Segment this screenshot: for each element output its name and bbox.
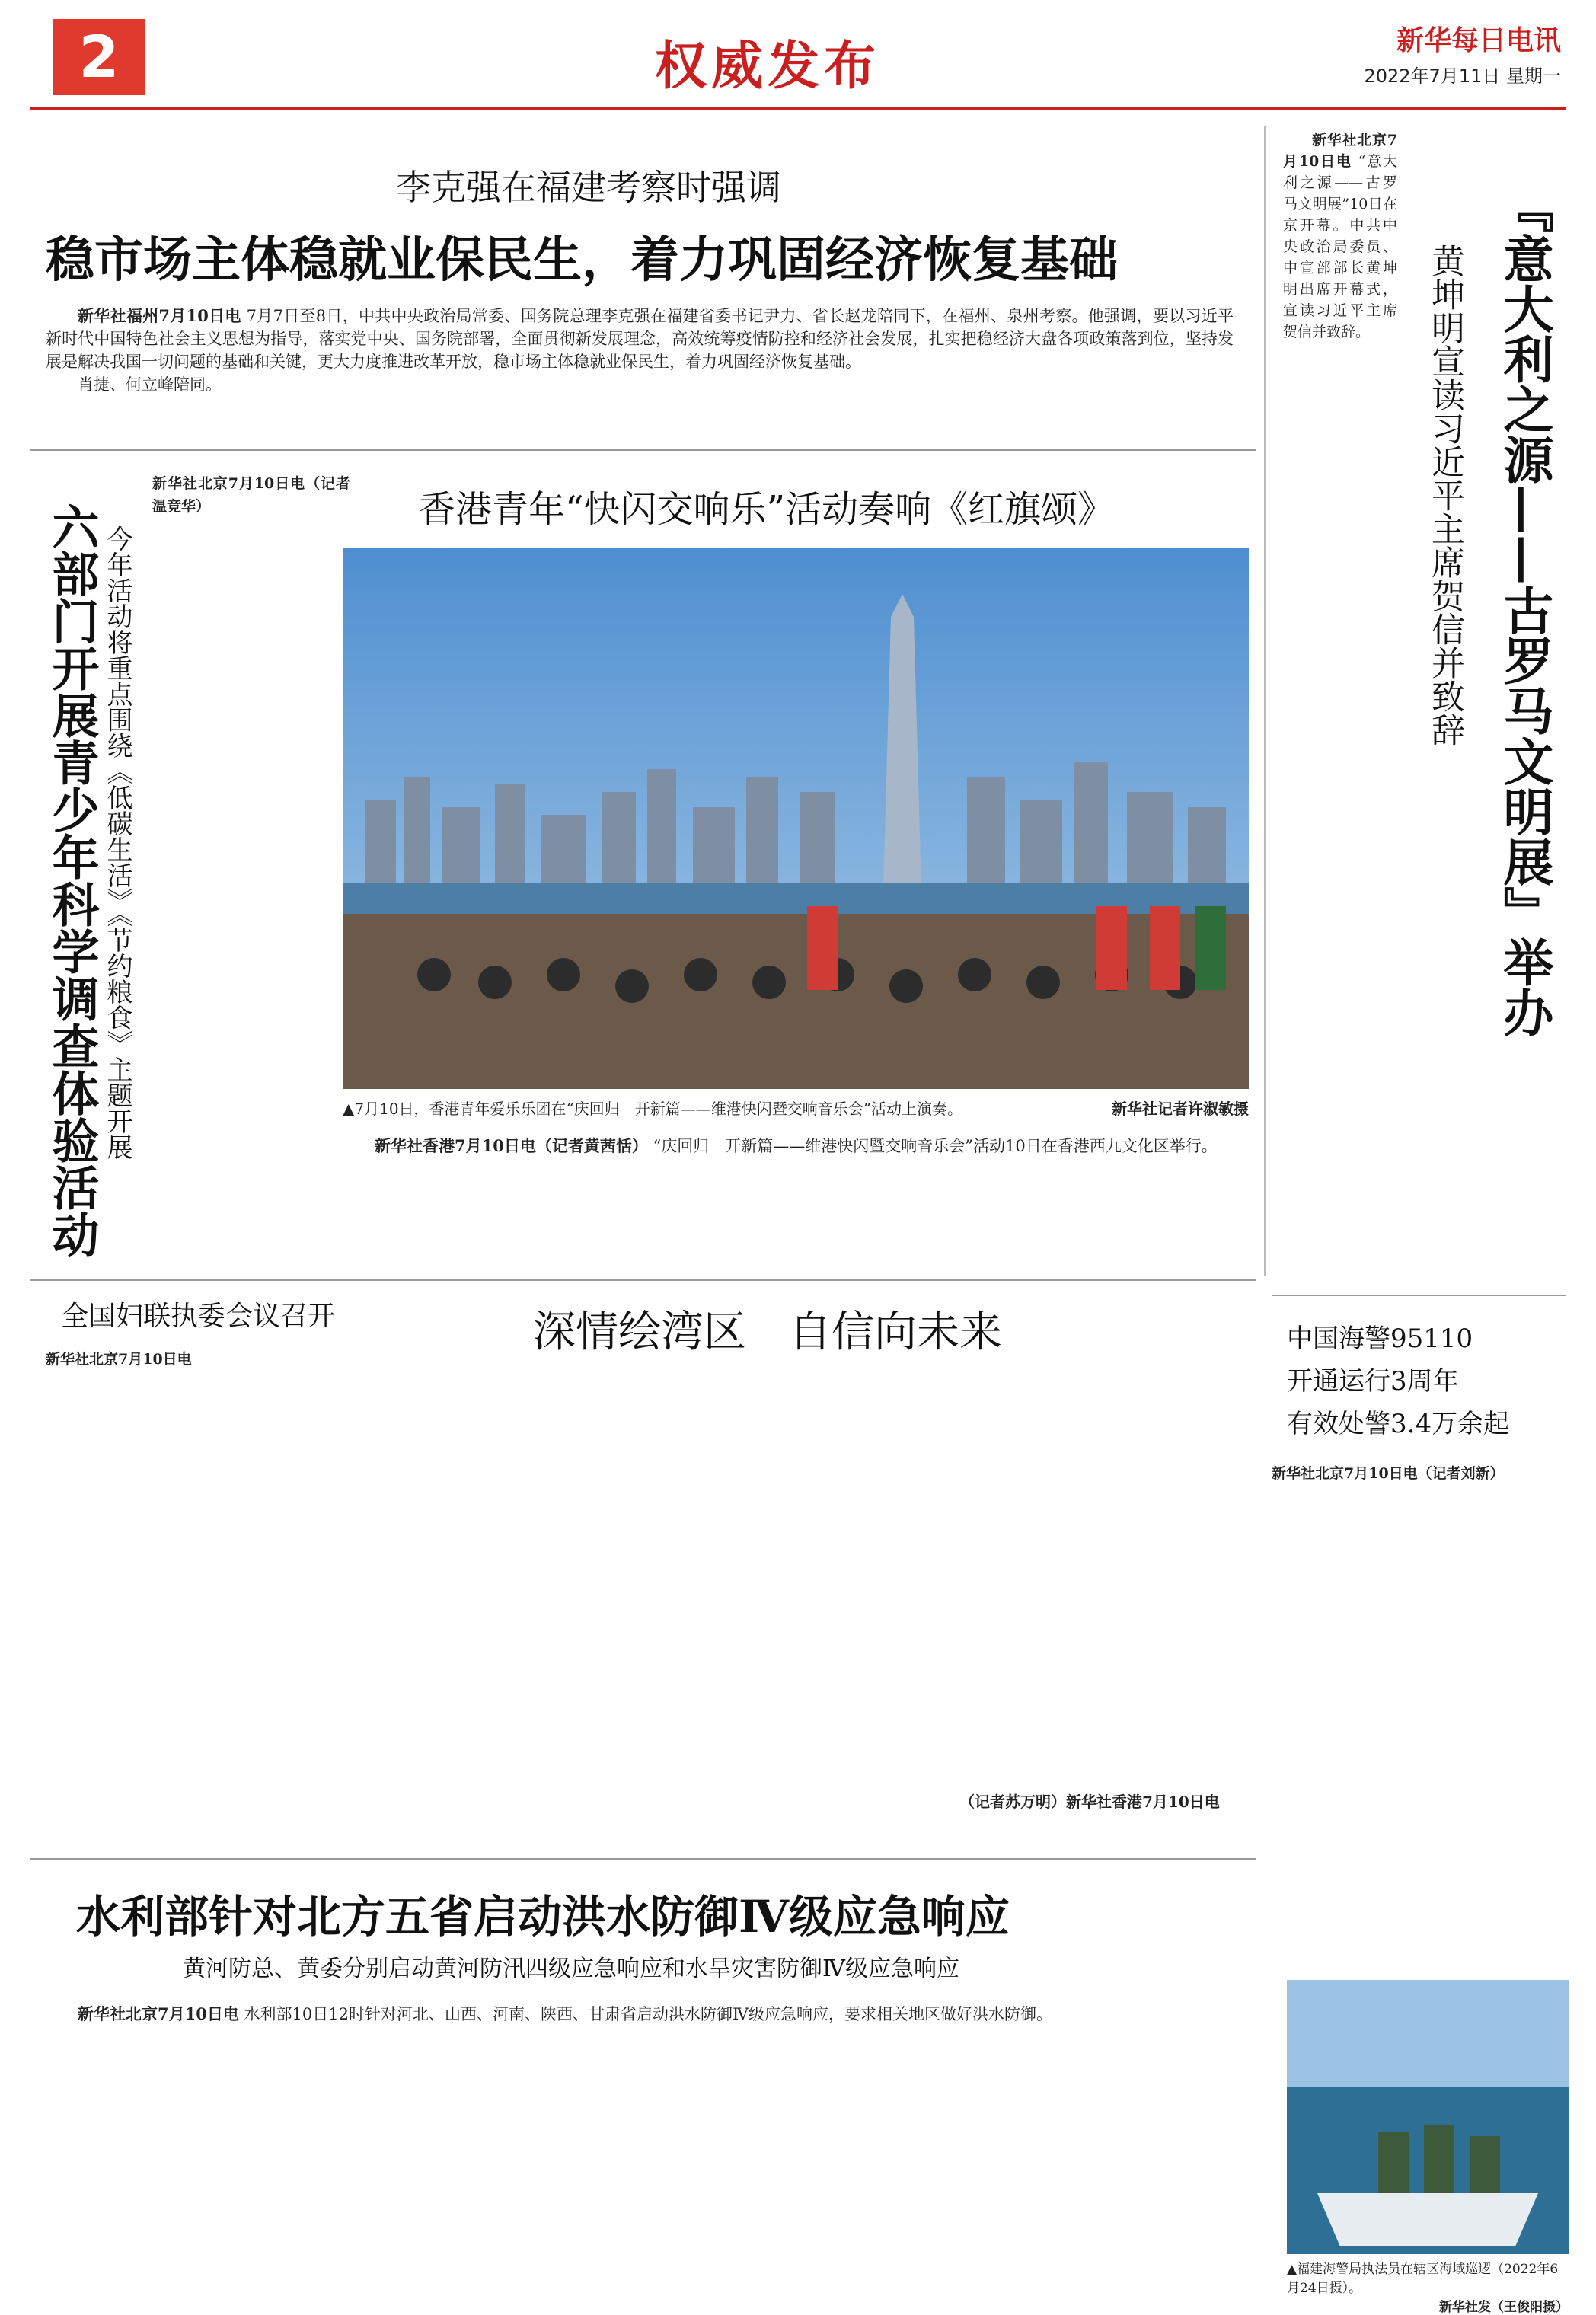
concert-caption: ▲7月10日，香港青年爱乐乐团在“庆回归 开新篇——维港快闪暨交响音乐会”活动上演奏。 新华社记者许淑敏摄 [343,1097,1249,1119]
lead-body [46,305,1234,434]
harbour-orchestra-photo [343,548,1249,1089]
lead-text: 7月7日至8日，中共中央政治局常委、国务院总理李克强在福建省委书记尹力、省长赵龙陪同下，在福州、泉州考察。他强调，要以习近平新时代中国特色社会主义思想为指导，落实党中央、国务院部署，全面贯彻新发展理念，高效统筹疫情防控和经济社会发展，扎实把稳经济大盘各项政策落到位，坚持发展是解决我国一切问题的基础和关键，更大力度推进改革开放，稳市场主体稳就业保民生，着力巩固经济恢复基础。 [46,307,1234,371]
women-byline: 新华社北京7月10日电 [46,1351,192,1368]
exhibition-headline: 『意大利之源——古罗马文明展』举办 [1495,183,1554,1037]
youth-byline: 新华社北京7月10日电（记者温竞华） [152,475,350,515]
flood-subhead: 黄河防总、黄委分别启动黄河防汛四级应急响应和水旱灾害防御Ⅳ级应急响应 [183,1956,959,1982]
concert-body: 新华社香港7月10日电（记者黄茜恬） “庆回归 开新篇——维港快闪暨交响音乐会”活动10日在香港西九文化区举行。 [375,1136,1218,1155]
section-divider [30,449,1256,451]
section-title: 权威发布 [655,36,881,97]
section-divider [1272,1295,1566,1296]
women-headline: 全国妇联执委会议召开 [61,1301,336,1332]
masthead [30,19,1569,103]
concert-photo-credit: 新华社记者许淑敏摄 [1112,1100,1249,1118]
youth-subhead: 今年活动将重点围绕《低碳生活》《节约粮食》主题开展 [102,525,132,1160]
concert-photo [343,548,1249,1089]
youth-headline: 六部门开展青少年科学调查体验活动 [44,503,100,1258]
page-number: 2 [53,19,145,95]
masthead-rule [30,107,1566,110]
section-divider [30,1279,1256,1281]
lead-kicker: 李克强在福建考察时强调 [396,167,781,208]
brand-logo: 新华每日电讯 [1396,25,1561,56]
police-headline: 中国海警95110 开通运行3周年 有效处警3.4万余起 [1287,1324,1510,1439]
exhibition-body: 新华社北京7月10日电 “意大利之源——古罗马文明展”10日在京开幕。中共中央政治局委员、中宣部部长黄坤明出席开幕式，宣读习近平主席贺信并致辞。 [1283,132,1397,340]
lead-headline: 稳市场主体稳就业保民生，着力巩固经济恢复基础 [46,232,1118,289]
coast-guard-caption: ▲福建海警局执法员在辖区海域巡逻（2022年6月24日摄）。 新华社发（王俊阳摄） [1287,2262,1569,2315]
column-divider [1264,126,1266,1276]
flood-headline: 水利部针对北方五省启动洪水防御Ⅳ级应急响应 [76,1891,1010,1943]
concert-headline: 香港青年“快闪交响乐”活动奏响《红旗颂》 [419,488,1115,531]
police-byline: 新华社北京7月10日电（记者刘新） [1272,1465,1505,1482]
issue-date: 2022年7月11日 星期一 [1364,65,1561,87]
bayarea-headline: 深情绘湾区 自信向未来 [533,1308,1002,1357]
flood-body: 新华社北京7月10日电 水利部10日12时针对河北、山西、河南、陕西、甘肃省启动洪水防御Ⅳ级应急响应，要求相关地区做好洪水防御。 [78,2004,1052,2023]
bayarea-signoff: （记者苏万明）新华社香港7月10日电 [959,1793,1220,1811]
exhibition-subhead: 黄坤明宣读习近平主席贺信并致辞 [1425,244,1464,746]
lead-byline: 新华社福州7月10日电 [78,306,241,325]
lead-signoff: 肖捷、何立峰陪同。 [78,375,222,394]
section-divider [30,1858,1256,1860]
patrol-boat-photo [1287,1980,1569,2254]
coast-guard-photo [1287,1980,1569,2254]
